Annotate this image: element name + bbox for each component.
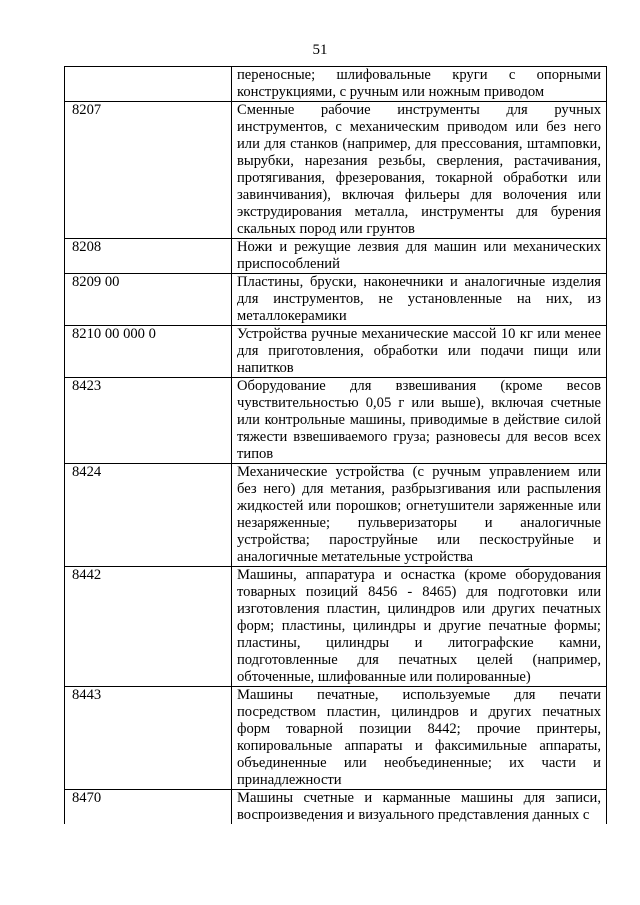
table-row: [65, 464, 607, 567]
table-row: [65, 326, 607, 378]
table-row: [65, 687, 607, 790]
tariff-code-table: [64, 66, 607, 824]
code-cell: 8209 00: [65, 274, 232, 326]
table-row: [65, 102, 607, 239]
table-row: [65, 567, 607, 687]
page-number: 51: [312, 42, 328, 58]
description-cell: Оборудование для взвешивания (кроме весов чувствительностью 0,05 г или выше), включая счетные или контрольные машины, приводимые в действие силой тяжести взвешиваемого груза; разновесы для весов всех типов: [232, 378, 607, 464]
description-cell: Сменные рабочие инструменты для ручных инструментов, с механическим приводом или без него или для станков (например, для прессования, штамповки, вырубки, нарезания резьбы, сверления, растачивания, протягивания, фрезерования, токарной обработки или завинчивания), включая фильеры для волочения или экструдирования металла, инструменты для бурения скальных пород или грунтов: [232, 102, 607, 239]
description-cell: Механические устройства (с ручным управлением или без него) для метания, разбрызгивания или распыления жидкостей или порошков; огнетушители заряженные или незаряженные; пульверизаторы и аналогичные устройства; пароструйные или пескоструйные и аналогичные метательные устройства: [232, 464, 607, 567]
description-cell: Ножи и режущие лезвия для машин или механических приспособлений: [232, 239, 607, 274]
code-cell: 8423: [65, 378, 232, 464]
description-cell: Машины, аппаратура и оснастка (кроме оборудования товарных позиций 8456 - 8465) для подготовки или изготовления пластин, цилиндров или других печатных форм; пластины, цилиндры и другие печатные формы; пластины, цилиндры и литографские камни, подготовленные для печатных целей (например, обточенные, шлифованные или полированные): [232, 567, 607, 687]
table-row: [65, 378, 607, 464]
code-cell: 8443: [65, 687, 232, 790]
code-cell: 8424: [65, 464, 232, 567]
description-cell: Машины счетные и карманные машины для записи, воспроизведения и визуального представления данных с: [232, 790, 607, 825]
table-row: [65, 790, 607, 825]
table-row: [65, 274, 607, 326]
code-cell: 8207: [65, 102, 232, 239]
code-cell: 8470: [65, 790, 232, 825]
description-cell: Устройства ручные механические массой 10 кг или менее для приготовления, обработки или подачи пищи или напитков: [232, 326, 607, 378]
code-cell: 8208: [65, 239, 232, 274]
code-cell: [65, 67, 232, 102]
table-row: [65, 67, 607, 102]
description-cell: переносные; шлифовальные круги с опорными конструкциями, с ручным или ножным приводом: [232, 67, 607, 102]
table-row: [65, 239, 607, 274]
description-cell: Машины печатные, используемые для печати посредством пластин, цилиндров и других печатных форм товарной позиции 8442; прочие принтеры, копировальные аппараты и факсимильные аппараты, объединенные или необъединенные; их части и принадлежности: [232, 687, 607, 790]
code-cell: 8442: [65, 567, 232, 687]
description-cell: Пластины, бруски, наконечники и аналогичные изделия для инструментов, не установленные на них, из металлокерамики: [232, 274, 607, 326]
code-cell: 8210 00 000 0: [65, 326, 232, 378]
